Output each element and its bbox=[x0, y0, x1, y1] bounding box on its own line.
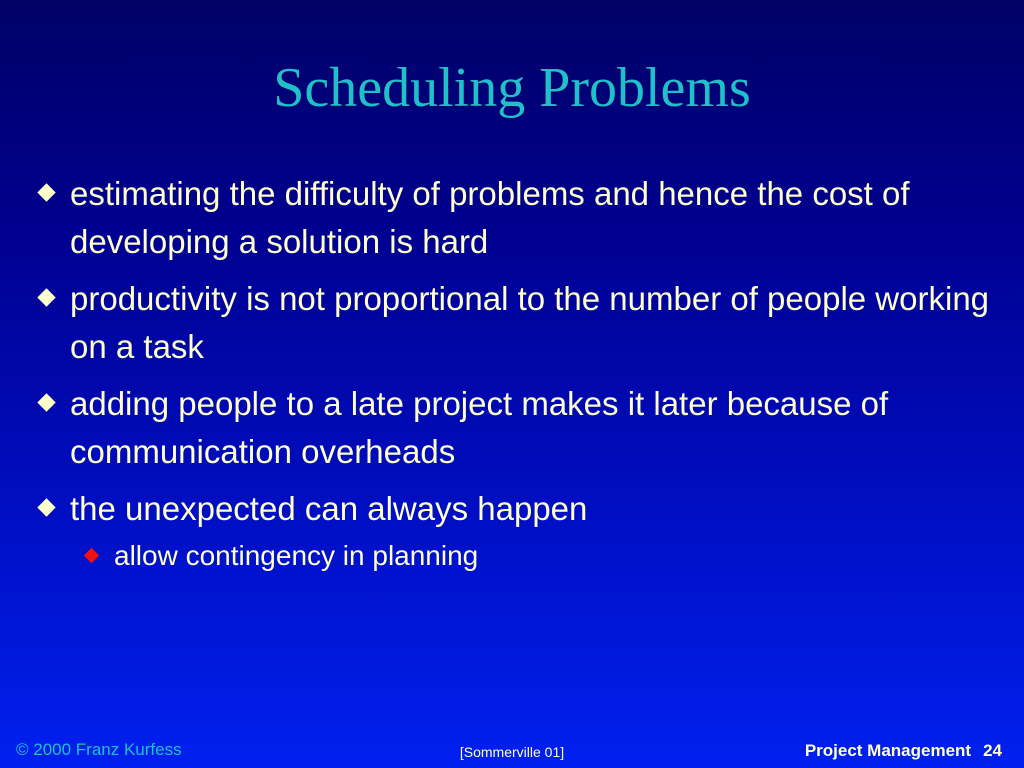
footer-section bbox=[805, 741, 1002, 761]
sub-bullet-text: allow contingency in planning bbox=[114, 540, 479, 571]
bullet-text: adding people to a late project makes it later because of communication overheads bbox=[70, 385, 889, 470]
diamond-icon bbox=[37, 183, 55, 201]
bullet-text: the unexpected can always happen bbox=[70, 490, 588, 527]
bullet-item bbox=[38, 380, 998, 476]
diamond-icon bbox=[37, 288, 55, 306]
diamond-icon bbox=[37, 498, 55, 516]
sub-bullet-group bbox=[38, 538, 998, 574]
bullet-text: productivity is not proportional to the number of people working on a task bbox=[70, 280, 990, 365]
bullet-list bbox=[38, 170, 998, 574]
diamond-icon bbox=[37, 393, 55, 411]
bullet-item bbox=[38, 275, 998, 371]
footer-citation: [Sommerville 01] bbox=[459, 744, 565, 760]
bullet-text: estimating the difficulty of problems and hence the cost of developing a solution is hard bbox=[70, 175, 910, 260]
footer-copyright: © 2000 Franz Kurfess bbox=[16, 740, 182, 759]
page-number: 24 bbox=[983, 741, 1002, 760]
bullet-item bbox=[38, 170, 998, 266]
slide-title: Scheduling Problems bbox=[273, 57, 751, 119]
red-diamond-icon bbox=[84, 548, 100, 564]
bullet-item bbox=[38, 485, 998, 533]
footer-section-label: Project Management bbox=[804, 741, 972, 760]
sub-bullet-list bbox=[38, 538, 998, 574]
sub-bullet-item bbox=[70, 538, 998, 574]
